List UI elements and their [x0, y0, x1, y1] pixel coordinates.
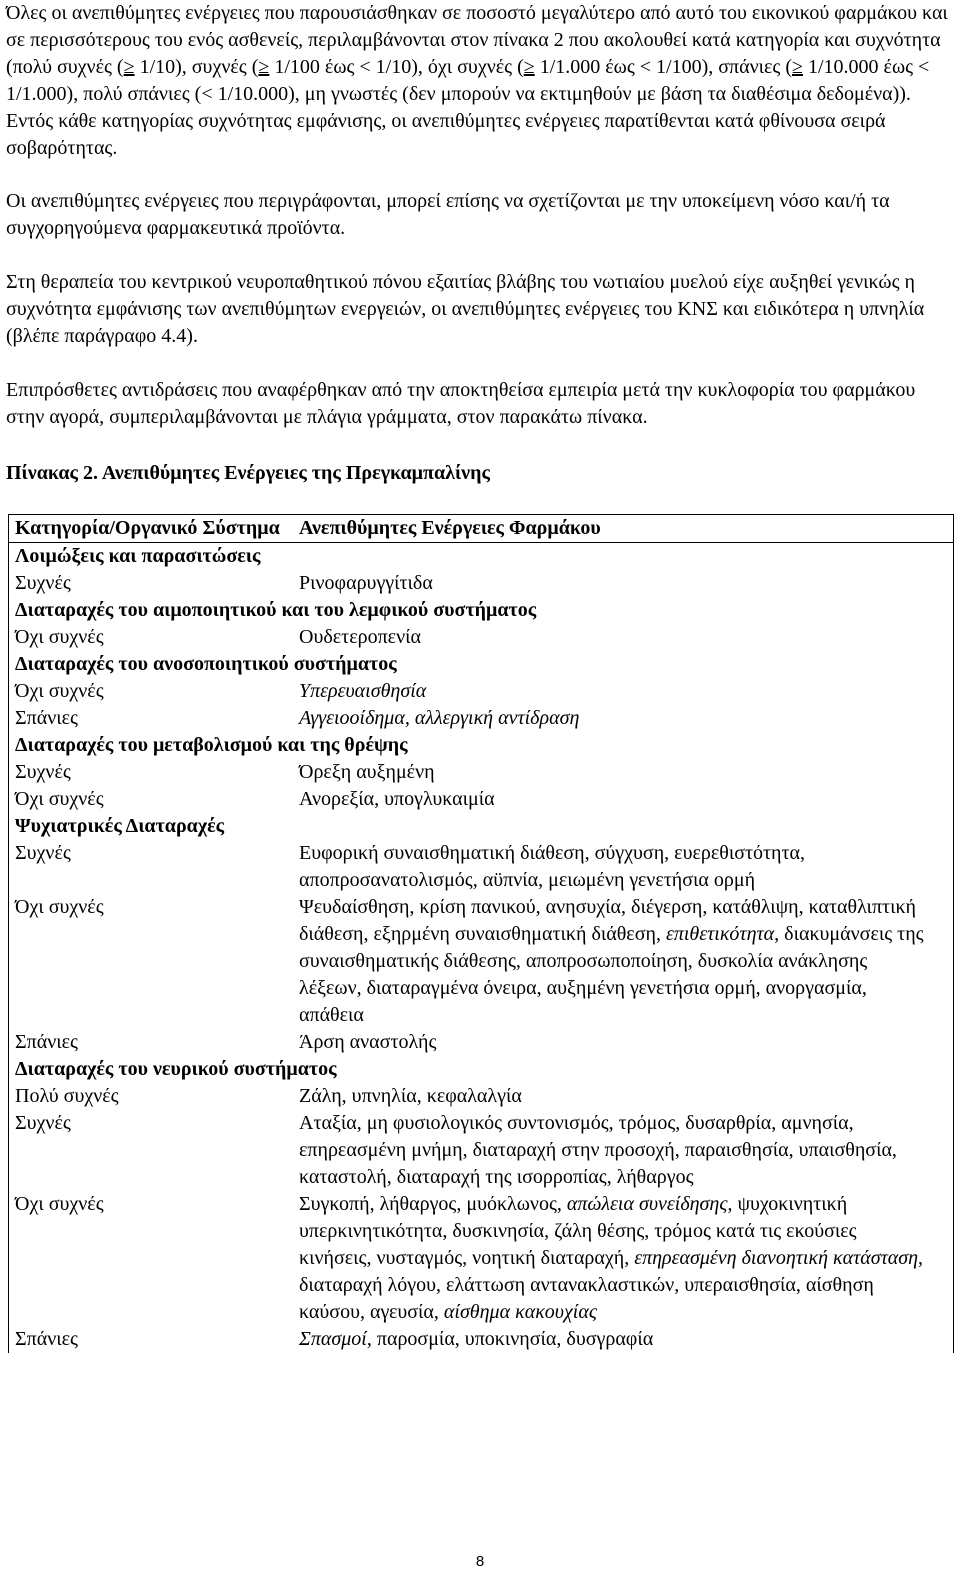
table-caption: Πίνακας 2. Ανεπιθύμητες Ενέργειες της Πρεγκαμπαλίνης — [6, 462, 490, 484]
reaction-cell: Ουδετεροπενία — [299, 626, 421, 648]
reaction-cell: Ευφορική συναισθηματική διάθεση, σύγχυση, ευερεθιστότητα, αποπροσανατολισμός, αϋπνία, μειωμένη γενετήσια ορμή — [299, 842, 806, 891]
table-row — [9, 894, 953, 1029]
reaction-text: , ψυχοκινητική υπερκινητικότητα, δυσκινησία, ζάλη θέσης, τρόμος κατά τις εκούσιες κινήσεις, νυσταγμός, νοητική διαταραχή, — [299, 1193, 857, 1269]
frequency-cell: Σπάνιες — [15, 707, 78, 729]
reaction-text-italic: αίσθημα κακουχίας — [443, 1301, 597, 1323]
reaction-text: Συγκοπή, λήθαργος, μυόκλωνος, — [299, 1193, 567, 1215]
frequency-cell: Όχι συχνές — [15, 680, 104, 702]
table-row — [9, 786, 953, 813]
intro-paragraph — [6, 0, 958, 162]
section-psychiatric: Ψυχιατρικές Διαταραχές — [15, 815, 225, 837]
frequency-cell: Σπάνιες — [15, 1328, 78, 1350]
table-row — [9, 1083, 953, 1110]
table-row — [9, 1191, 953, 1326]
geq-symbol: ≥ — [792, 56, 803, 78]
intro-text-part: 1/100 έως < 1/10), όχι συχνές ( — [269, 56, 524, 78]
frequency-cell: Πολύ συχνές — [15, 1085, 119, 1107]
section-infections: Λοιμώξεις και παρασιτώσεις — [15, 545, 261, 567]
table-header — [9, 515, 953, 543]
header-category: Κατηγορία/Οργανικό Σύστημα — [15, 517, 280, 539]
reaction-cell: Άρση αναστολής — [299, 1031, 437, 1053]
table-row — [9, 759, 953, 786]
reaction-cell — [299, 1191, 953, 1326]
frequency-cell: Συχνές — [15, 842, 71, 864]
frequency-cell: Συχνές — [15, 761, 71, 783]
table-row — [9, 570, 953, 597]
table-row — [9, 1110, 953, 1191]
table-row — [9, 1326, 953, 1353]
reaction-text: Ψευδαίσθηση, κρίση πανικού, ανησυχία, διέγερση, κατάθλιψη, καταθλιπτική διάθεση, εξηρμένη συναισθηματική διάθεση, — [299, 896, 916, 945]
reaction-cell: Αγγειοοίδημα, αλλεργική αντίδραση — [299, 707, 580, 729]
reaction-cell: Ανορεξία, υπογλυκαιμία — [299, 788, 495, 810]
frequency-cell: Όχι συχνές — [15, 896, 104, 918]
adverse-reactions-table — [8, 514, 954, 1353]
reaction-text: , παροσμία, υποκινησία, δυσγραφία — [366, 1328, 654, 1350]
frequency-cell: Όχι συχνές — [15, 1193, 104, 1215]
section-nervous: Διαταραχές του νευρικού συστήματος — [15, 1058, 337, 1080]
reaction-cell: Υπερευαισθησία — [299, 680, 427, 702]
reaction-cell: Όρεξη αυξημένη — [299, 761, 435, 783]
reaction-text-italic: επηρεασμένη διανοητική κατάσταση — [634, 1247, 919, 1269]
post-marketing-paragraph: Επιπρόσθετες αντιδράσεις που αναφέρθηκαν από την αποκτηθείσα εμπειρία μετά την κυκλοφορία του φαρμάκου στην αγορά, συμπεριλαμβάνονται με πλάγια γράμματα, στον παρακάτω πίνακα. — [6, 379, 916, 428]
section-immune: Διαταραχές του ανοσοποιητικού συστήματος — [15, 653, 397, 675]
geq-symbol: ≥ — [523, 56, 535, 78]
page-number: 8 — [475, 1553, 485, 1570]
frequency-cell: Συχνές — [15, 1112, 71, 1134]
table-row — [9, 840, 953, 894]
underlying-disease-paragraph: Οι ανεπιθύμητες ενέργειες που περιγράφονται, μπορεί επίσης να σχετίζονται με την υποκείμενη νόσο και/ή τα συγχορηγούμενα φαρμακευτικά προϊόντα. — [6, 190, 890, 239]
intro-text-part: 1/10.000 έως < 1/1.000), πολύ σπάνιες (< 1/10.000), μη γνωστές (δεν μπορούν να εκτιμηθούν με βάση τα διαθέσιμα δεδομένα)). Εντός κάθε κατηγορίας συχνότητας εμφάνισης, οι ανεπιθύμητες ενέργειες παρατίθενται κατά φθίνουσα σειρά σοβαρότητας. — [6, 56, 930, 159]
table-row — [9, 705, 953, 732]
reaction-cell: Ρινοφαρυγγίτιδα — [299, 572, 433, 594]
section-metabolism: Διαταραχές του μεταβολισμού και της θρέψης — [15, 734, 408, 756]
table-row — [9, 678, 953, 705]
intro-text-part: 1/10), συχνές ( — [134, 56, 259, 78]
reaction-text-italic: επιθετικότητα — [665, 923, 775, 945]
geq-symbol: ≥ — [123, 56, 135, 78]
frequency-cell: Σπάνιες — [15, 1031, 78, 1053]
reaction-text: , διακυμάνσεις της συναισθηματικής διάθεσης, αποπροσωποποίηση, δυσκολία ανάκλησης λέξεων, διαταραγμένα όνειρα, αυξημένη γενετήσια ορμή, ανοργασμία, απάθεια — [299, 923, 924, 1026]
header-reactions: Ανεπιθύμητες Ενέργειες Φαρμάκου — [299, 517, 601, 539]
frequency-cell: Συχνές — [15, 572, 71, 594]
section-blood: Διαταραχές του αιμοποιητικού και του λεμφικού συστήματος — [15, 599, 537, 621]
reaction-text: , διαταραχή λόγου, ελάττωση αντανακλαστικών, υπεραισθησία, αίσθηση καύσου, αγευσία, — [299, 1247, 924, 1323]
intro-text-part: 1/1.000 έως < 1/100), σπάνιες ( — [534, 56, 793, 78]
reaction-text-italic: απώλεια συνείδησης — [566, 1193, 728, 1215]
table-row — [9, 1029, 953, 1056]
reaction-cell — [299, 1326, 953, 1353]
reaction-text-italic: Σπασμοί — [299, 1328, 367, 1350]
frequency-cell: Όχι συχνές — [15, 626, 104, 648]
reaction-cell — [299, 894, 953, 1029]
frequency-cell: Όχι συχνές — [15, 788, 104, 810]
spinal-cord-paragraph: Στη θεραπεία του κεντρικού νευροπαθητικού πόνου εξαιτίας βλάβης του νωτιαίου μυελού είχε αυξηθεί γενικώς η συχνότητα εμφάνισης των ανεπιθύμητων ενεργειών, οι ανεπιθύμητες ενέργειες του ΚΝΣ και ειδικότερα η υπνηλία (βλέπε παράγραφο 4.4). — [6, 271, 925, 347]
table-row — [9, 624, 953, 651]
geq-symbol: ≥ — [258, 56, 270, 78]
reaction-cell: Αταξία, μη φυσιολογικός συντονισμός, τρόμος, δυσαρθρία, αμνησία, επηρεασμένη μνήμη, διαταραχή στην προσοχή, παραισθησία, υπαισθησία, καταστολή, διαταραχή της ισορροπίας, λήθαργος — [299, 1112, 897, 1188]
intro-text-part: Όλες οι ανεπιθύμητες ενέργειες που παρουσιάσθηκαν σε ποσοστό μεγαλύτερο από αυτό του εικονικού φαρμάκου και σε περισσότερους του ενός ασθενείς, περιλαμβάνονται στον πίνακα 2 που ακολουθεί κατά κατηγορία και συχνότητα (πολύ συχνές ( — [6, 2, 948, 78]
reaction-cell: Ζάλη, υπνηλία, κεφαλαλγία — [299, 1085, 522, 1107]
